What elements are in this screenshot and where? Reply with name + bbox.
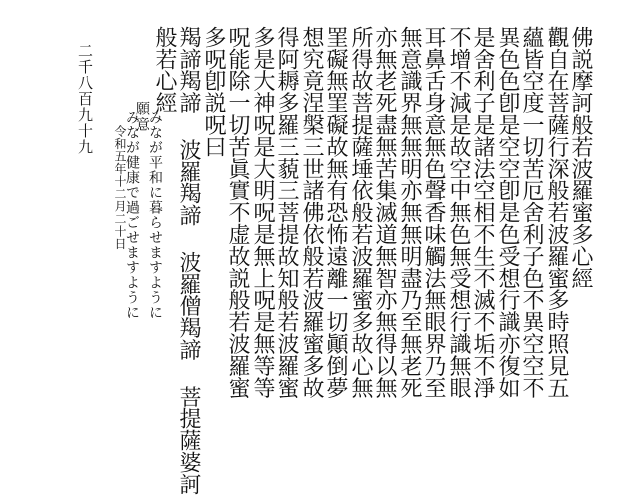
sutra-column: 異色色卽是空空卽是色受想行識亦復如 [495,26,520,399]
wish-label: 願意 [134,101,150,133]
copy-number: 二千八百九十九 [76,43,94,155]
sutra-column: 呪能除一切苦眞實不虚故説般若波羅蜜 [225,26,250,399]
sutra-column: 亦無老死盡無苦集滅道無智亦無得以無 [372,26,397,399]
sutra-column: 不增不減是故空中無色無受想行識無眼 [446,26,471,399]
dedication-date: 令和五年十二月二十日 [113,125,127,250]
sutra-column: 無意識界無無明亦無無明盡乃至無老死 [397,26,422,399]
sutra-column: 想究竟涅槃三世諸佛依般若波羅蜜多故 [299,26,324,399]
sutra-column: 耳鼻舌身意無色聲香味觸法無眼界乃至 [421,26,446,399]
mantra-column: 羯諦羯諦 波羅羯諦 波羅僧羯諦 菩提薩婆訶 [176,26,201,495]
sutra-column: 所得故菩提薩埵依般若波羅蜜多故心無 [348,26,373,399]
sutra-column: 蘊皆空度一切苦厄舍利子色不異空空不 [519,26,544,399]
sutra-column: 多是大神呪是大明呪是無上呪是無等等 [250,26,275,399]
sutra-closing-title: 般若心經 [152,26,177,114]
sutra-column: 觀自在菩薩行深般若波羅蜜多時照見五 [544,26,569,399]
wish-line-1: みなが平和に暮らせますように [147,110,163,320]
sutra-title: 佛説摩訶般若波羅蜜多心經 [568,26,593,289]
sutra-column: 罣礙無罣礙故無有恐怖遠離一切顚倒夢 [323,26,348,399]
sutra-column: 是舍利子是諸法空相不生不滅不垢不淨 [470,26,495,399]
wish-line-2: みなが健康で過ごせますように [124,110,140,320]
sutra-column: 得阿耨多羅三藐三菩提故知般若波羅蜜 [274,26,299,399]
sutra-column: 多呪卽説呪曰 [201,26,226,158]
